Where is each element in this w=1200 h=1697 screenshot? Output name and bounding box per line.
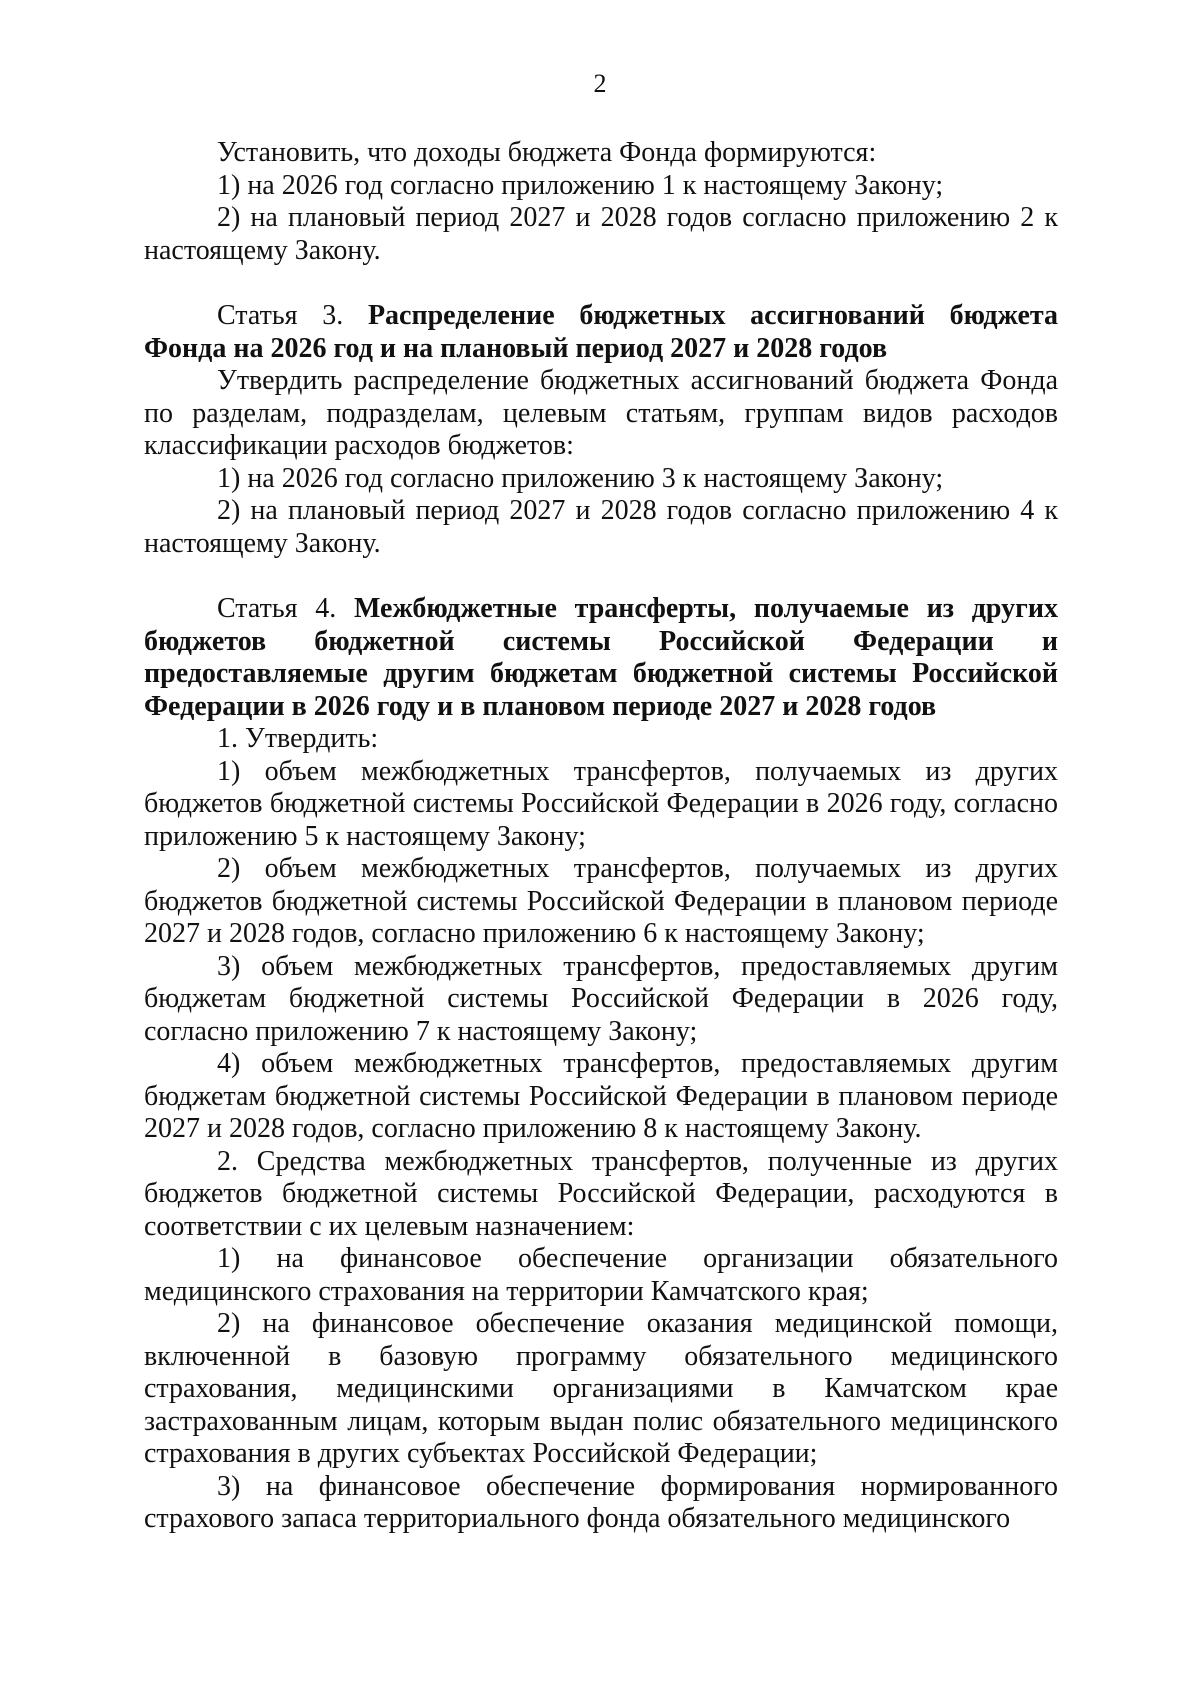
- article-3-heading: [144, 300, 1058, 365]
- article-3-label: Статья 3.: [217, 300, 344, 331]
- article-4-part-2-item: 2) на финансовое обеспечение оказания медицинской помощи, включенной в базовую программу обязательного медицинского страхования, медицинскими организациями в Камчатском крае застрахованным лицам, которым выдан полис обязательного медицинского страхования в других субъектах Российской Федерации;: [144, 1308, 1058, 1469]
- document-body: [144, 137, 1058, 1536]
- article-4-part-2-item: 3) на финансовое обеспечение формирования нормированного страхового запаса территориального фонда обязательного медицинского: [144, 1470, 1058, 1534]
- intro-item: 1) на 2026 год согласно приложению 1 к настоящему Закону;: [217, 169, 944, 201]
- article-4-part-1-item: 3) объем межбюджетных трансфертов, предоставляемых другим бюджетам бюджетной системы Российской Федерации в 2026 году, согласно приложению 7 к настоящему Закону;: [144, 950, 1058, 1047]
- page-number: 2: [593, 69, 607, 98]
- article-4-heading: [144, 593, 1058, 723]
- intro-item: 2) на плановый период 2027 и 2028 годов согласно приложению 2 к настоящему Закону.: [144, 202, 1058, 266]
- article-4-part-1: 1. Утвердить:: [217, 723, 379, 754]
- article-4-part-2-item: 1) на финансовое обеспечение организации обязательного медицинского страхования на территории Камчатского края;: [144, 1243, 1058, 1307]
- article-3-title: Распределение бюджетных ассигнований бюджета Фонда на 2026 год и на плановый период 2027 и 2028 годов: [144, 300, 1058, 364]
- article-4-title: Межбюджетные трансферты, получаемые из других бюджетов бюджетной системы Российской Федерации и предоставляемые другим бюджетам бюджетной системы Российской Федерации в 2026 году и в плановом периоде 2027 и 2028 годов: [144, 593, 1058, 722]
- article-3-text: Утвердить распределение бюджетных ассигнований бюджета Фонда по разделам, подразделам, целевым статьям, группам видов расходов классификации расходов бюджетов:: [144, 365, 1058, 461]
- article-4-part-1-item: 1) объем межбюджетных трансфертов, получаемых из других бюджетов бюджетной системы Российской Федерации в 2026 году, согласно приложению 5 к настоящему Закону;: [144, 755, 1058, 852]
- article-4-part-2: 2. Средства межбюджетных трансфертов, полученные из других бюджетов бюджетной системы Российской Федерации, расходуются в соответствии с их целевым назначением:: [144, 1145, 1058, 1242]
- intro-paragraph: Установить, что доходы бюджета Фонда формируются:: [217, 137, 877, 168]
- article-4-label: Статья 4.: [217, 593, 337, 624]
- article-4-part-1-item: 4) объем межбюджетных трансфертов, предоставляемых другим бюджетам бюджетной системы Российской Федерации в плановом периоде 2027 и 2028 годов, согласно приложению 8 к настоящему Закону.: [144, 1048, 1058, 1144]
- article-4-part-1-item: 2) объем межбюджетных трансфертов, получаемых из других бюджетов бюджетной системы Российской Федерации в плановом периоде 2027 и 2028 годов, согласно приложению 6 к настоящему Закону;: [144, 853, 1058, 949]
- article-3-item: 1) на 2026 год согласно приложению 3 к настоящему Закону;: [217, 462, 944, 494]
- article-3-item: 2) на плановый период 2027 и 2028 годов согласно приложению 4 к настоящему Закону.: [144, 495, 1058, 559]
